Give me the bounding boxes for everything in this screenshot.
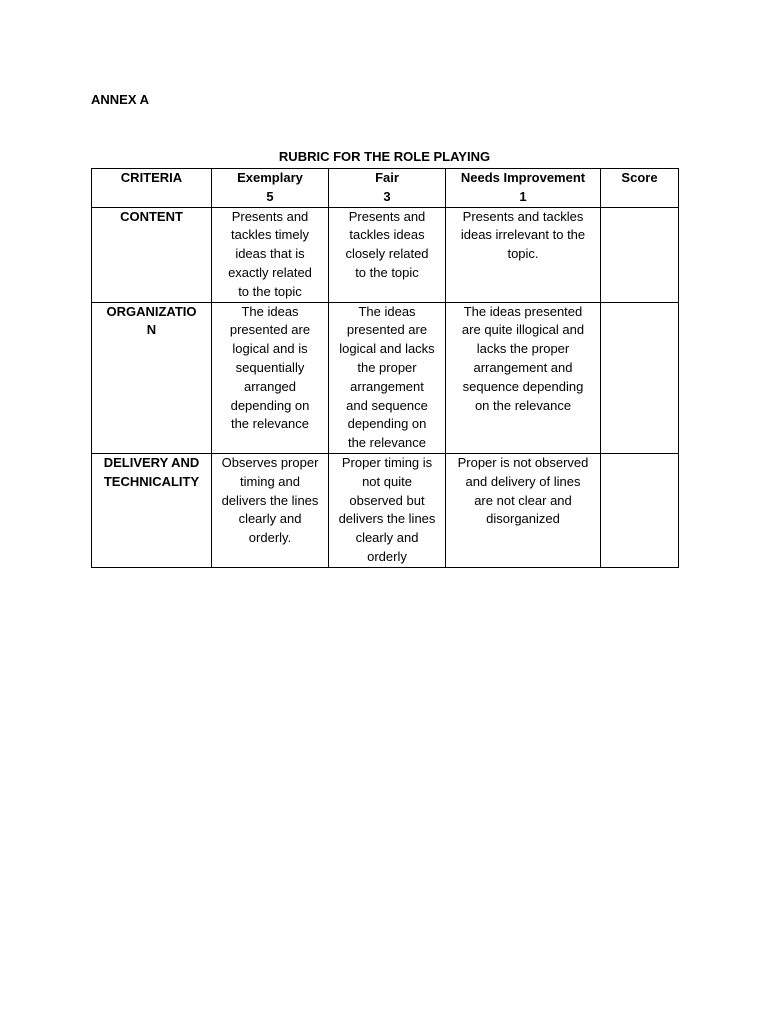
header-fair-label: Fair (375, 170, 399, 185)
rubric-table (91, 168, 679, 568)
cell-content-fair: Presents and tackles ideas closely related to the topic (329, 207, 446, 302)
header-needs-improvement-label: Needs Improvement (460, 170, 586, 185)
table-header-row (92, 169, 679, 208)
cell-organization-fair: The ideas presented are logical and lacks the proper arrangement and sequence depending on the relevance (329, 302, 446, 453)
header-needs-improvement (446, 169, 601, 208)
header-score-label: Score (621, 170, 658, 185)
header-exemplary-label: Exemplary (237, 170, 303, 185)
criteria-delivery: DELIVERY AND TECHNICALITY (92, 453, 212, 567)
cell-organization-needs-improvement: The ideas presented are quite illogical and lacks the proper arrangement and sequence depending on the relevance (446, 302, 601, 453)
header-exemplary-points: 5 (266, 188, 274, 204)
rubric-title: RUBRIC FOR THE ROLE PLAYING (278, 149, 491, 164)
table-row (92, 207, 679, 302)
cell-delivery-needs-improvement: Proper is not observed and delivery of lines are not clear and disorganized (446, 453, 601, 567)
header-fair-points: 3 (383, 188, 391, 204)
header-fair (329, 169, 446, 208)
header-criteria (92, 169, 212, 208)
header-exemplary (212, 169, 329, 208)
cell-content-score (601, 207, 679, 302)
header-score (601, 169, 679, 208)
cell-content-exemplary: Presents and tackles timely ideas that is exactly related to the topic (212, 207, 329, 302)
criteria-organization: ORGANIZATIO N (92, 302, 212, 453)
annex-label: ANNEX A (91, 92, 150, 107)
criteria-content: CONTENT (92, 207, 212, 302)
table-row (92, 302, 679, 453)
cell-organization-score (601, 302, 679, 453)
cell-delivery-exemplary: Observes proper timing and delivers the lines clearly and orderly. (212, 453, 329, 567)
cell-delivery-score (601, 453, 679, 567)
cell-delivery-fair: Proper timing is not quite observed but delivers the lines clearly and orderly (329, 453, 446, 567)
table-row (92, 453, 679, 567)
header-needs-improvement-points: 1 (519, 188, 527, 204)
cell-organization-exemplary: The ideas presented are logical and is sequentially arranged depending on the relevance (212, 302, 329, 453)
header-criteria-label: CRITERIA (120, 170, 183, 185)
cell-content-needs-improvement: Presents and tackles ideas irrelevant to the topic. (446, 207, 601, 302)
